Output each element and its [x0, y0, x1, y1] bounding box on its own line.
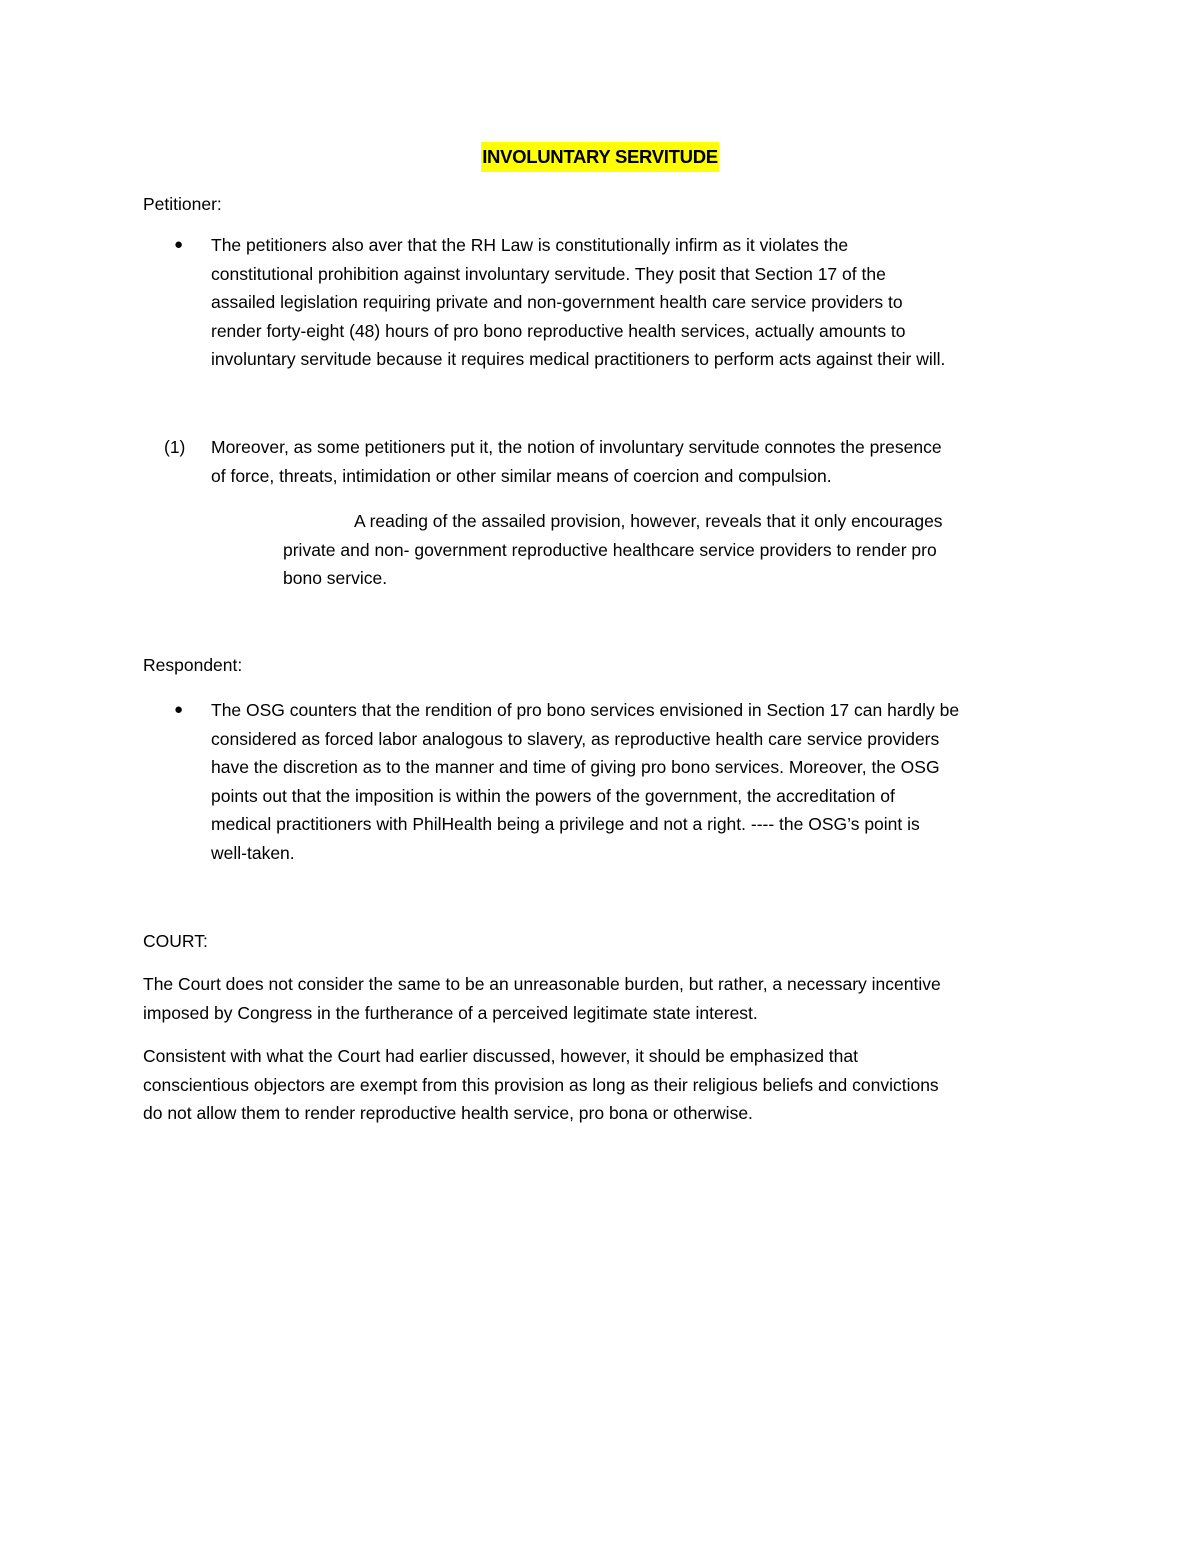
paragraph-line: A reading of the assailed provision, however, reveals that it only encourages — [354, 511, 943, 531]
court-paragraph-2 — [143, 1042, 939, 1128]
paragraph-line: of force, threats, intimidation or other similar means of coercion and compulsion. — [211, 465, 832, 486]
bullet-icon: ● — [174, 236, 184, 253]
petitioner-bullet-paragraph — [211, 231, 945, 374]
court-paragraph-1 — [143, 970, 941, 1027]
paragraph-line: private and non- government reproductive healthcare service providers to render pro — [283, 539, 937, 560]
court-heading: COURT: — [143, 931, 208, 951]
list-number-marker: (1) — [164, 437, 186, 457]
paragraph-line: constitutional prohibition against involuntary servitude. They posit that Section 17 of the — [211, 263, 886, 284]
paragraph-line: render forty-eight (48) hours of pro bono reproductive health services, actually amounts to — [211, 320, 906, 341]
bullet-icon: ● — [174, 701, 184, 718]
paragraph-line: assailed legislation requiring private and non-government health care service providers to — [211, 292, 903, 313]
paragraph-line: imposed by Congress in the furtherance of a perceived legitimate state interest. — [143, 1002, 758, 1023]
petitioner-heading: Petitioner: — [143, 194, 222, 214]
paragraph-line: Moreover, as some petitioners put it, the notion of involuntary servitude connotes the presence — [211, 437, 942, 457]
paragraph-line: have the discretion as to the manner and time of giving pro bono services. Moreover, the OSG — [211, 757, 940, 778]
paragraph-line: The petitioners also aver that the RH Law is constitutionally infirm as it violates the — [211, 235, 849, 255]
petitioner-indented-paragraph — [283, 507, 943, 593]
paragraph-line: Consistent with what the Court had earlier discussed, however, it should be emphasized that — [143, 1046, 858, 1066]
respondent-heading: Respondent: — [143, 655, 243, 675]
paragraph-line: conscientious objectors are exempt from this provision as long as their religious beliefs and convictions — [143, 1074, 939, 1095]
paragraph-line: bono service. — [283, 568, 388, 589]
paragraph-line: medical practitioners with PhilHealth being a privilege and not a right. ---- the OSG’s point is — [211, 814, 920, 835]
paragraph-line: involuntary servitude because it requires medical practitioners to perform acts against their will. — [211, 349, 946, 370]
paragraph-line: The Court does not consider the same to be an unreasonable burden, but rather, a necessary incentive — [143, 974, 941, 994]
paragraph-line: considered as forced labor analogous to slavery, as reproductive health care service providers — [211, 728, 940, 749]
petitioner-numbered-paragraph — [211, 433, 942, 490]
paragraph-line: The OSG counters that the rendition of pro bono services envisioned in Section 17 can hardly be — [211, 700, 960, 720]
respondent-bullet-paragraph — [211, 696, 959, 868]
paragraph-line: well-taken. — [211, 842, 295, 863]
paragraph-line: do not allow them to render reproductive health service, pro bona or otherwise. — [143, 1103, 753, 1124]
paragraph-line: points out that the imposition is within the powers of the government, the accreditation of — [211, 785, 895, 806]
document-title: INVOLUNTARY SERVITUDE — [481, 142, 719, 172]
